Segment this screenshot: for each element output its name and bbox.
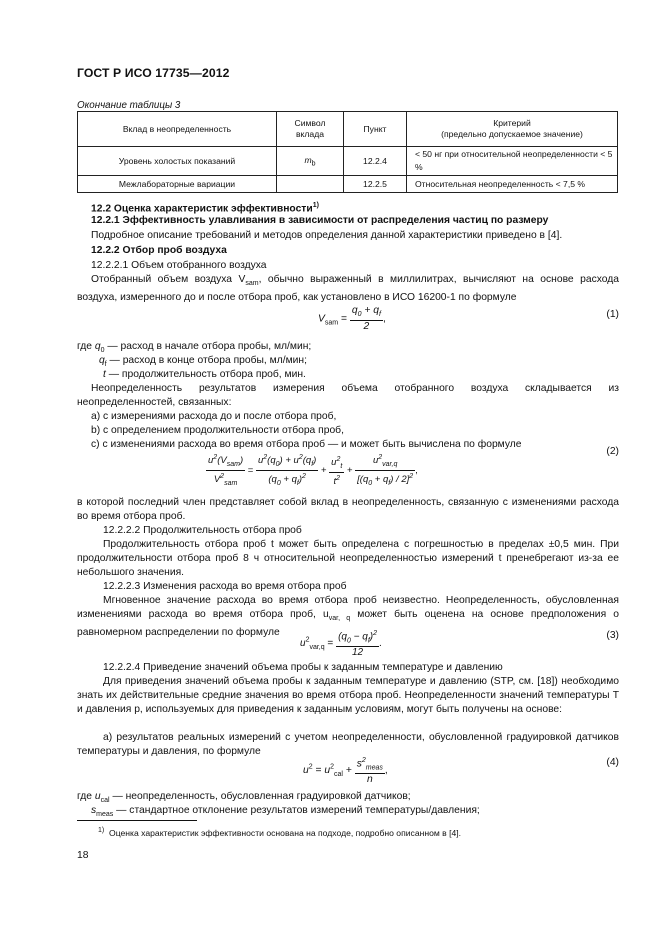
footnote: $^{1)}$ Оценка характеристик эффективности основана на подходе, подробно описанном в [4]. [98,827,462,838]
equation-2-number: (2) [606,446,619,457]
paragraph-12-2-2-4-a: a) результатов реальных измерений с учетом неопределенности, обусловленной градуировкой датчиков температуры и давления, по формуле [77,732,619,758]
equation-1: $V_{sam}$ = $\frac{q_0 + q_f}{2}$ , [318,305,386,333]
table-caption: Окончание таблицы 3 [77,100,181,111]
paragraph-uncertainty: Неопределенность результатов измерения объема отобранного воздуха складывается из неопределенностей, связанных: [77,383,619,409]
col-header-criterion: Критерий (предельно допускаемое значение) [407,112,618,147]
equation-3-number: (3) [606,630,619,641]
table-3 [77,111,618,193]
paragraph-last-term: в которой последний член представляет собой вклад в неопределенность, связанную с изменениями расхода во время отбора проб. [77,497,619,523]
where-item: t — продолжительность отбора проб, мин. [103,369,306,380]
paragraph-12-2-2-3: Мгновенное значение расхода во время отбора проб неизвестно. Неопределенность, обусловленная изменениями расхода во время отбора проб, $u_{var, q}$ может быть оценена на основе предположения о равномерном распределении по формуле [77,595,620,639]
paragraph-12-2-2-2: Продолжительность отбора проб t может быть определена с погрешностью в пределах ±0,5 мин. При продолжительности отбора проб 8 ч относительной неопределенностью измерений t пренебрегают из-за ее небольшого значения. [77,539,619,579]
col-header-clause: Пункт [344,112,407,147]
cell-contribution: Межлабораторные вариации [78,176,277,193]
list-item-b: b) с определением продолжительности отбора проб, [91,425,344,436]
table-row [78,147,618,176]
document-header: ГОСТ Р ИСО 17735—2012 [77,66,230,80]
table-row [78,176,618,193]
cell-contribution: Уровень холостых показаний [78,147,277,176]
cell-criterion: Относительная неопределенность < 7,5 % [407,176,618,193]
paragraph-12-2-2-4: Для приведения значений объема пробы к заданным температуре и давлению (STP, см. [18]) необходимо знать их действительные средние значения во время отбора проб. Неопределенности значений температуры T и давления p, используемых для приведения к заданным условиям, могут быть получены на основе: [77,676,619,716]
col-header-contribution: Вклад в неопределенность [78,112,277,147]
where-item: $s_{meas}$ — стандартное отклонение результатов измерений температуры/давления; [91,805,480,819]
equation-3: $u^2_{var,q}$ = $\frac{(q_0 - q_f)^2}{12}$ . [300,630,382,659]
where-item: где $u_{cal}$ — неопределенность, обусловленная градуировкой датчиков; [77,791,411,805]
paragraph-12-2-2-1: Отобранный объем воздуха $V_{sam}$, обычно выраженный в миллилитрах, вычисляют на основе расхода воздуха, измеренного до и после отбора проб, как установлено в ИСО 16200-1 по формуле [77,274,619,304]
list-item-c: c) с изменениями расхода во время отбора проб — и может быть вычислена по формуле [91,439,522,450]
cell-clause: 12.2.5 [344,176,407,193]
cell-criterion: < 50 нг при относительной неопределенности < 5 % [407,147,618,176]
section-12-2-2: 12.2.2 Отбор проб воздуха [91,245,227,256]
section-12-2-1: 12.2.1 Эффективность улавливания в зависимости от распределения частиц по размеру [91,215,549,226]
section-12-2-2-3: 12.2.2.3 Изменения расхода во время отбора проб [103,581,347,592]
cell-symbol: $m_b$ [277,147,344,176]
footnote-separator [77,820,197,821]
cell-clause: 12.2.4 [344,147,407,176]
col-header-symbol: Символ вклада [277,112,344,147]
equation-4-number: (4) [606,757,619,768]
equation-1-number: (1) [606,309,619,320]
page-number: 18 [77,850,89,861]
section-12-2: 12.2 Оценка характеристик эффективности$^{1)}$ [91,202,319,215]
equation-2: $\frac{u^2(V_{sam})}{V^2_{sam}}$ = $\frac{u^2(q_0) + u^2(q_f)}{(q_0 + q_f)^2}$ + $\frac{u^2_t}{t^2}$ + $\frac{u^2_{var,q}}{[(q_0 + q_f) / 2]^2}$ , [208,454,418,488]
where-item: $q_f$ — расход в конце отбора пробы, мл/мин; [99,355,307,369]
equation-4: $u^2 = u^2_{cal}$ + $\frac{s^2_{meas}}{n}$ , [303,757,388,786]
section-12-2-2-2: 12.2.2.2 Продолжительность отбора проб [103,525,302,536]
section-12-2-2-4: 12.2.2.4 Приведение значений объема пробы к заданным температуре и давлению [103,662,503,673]
section-12-2-2-1: 12.2.2.1 Объем отобранного воздуха [91,260,267,271]
paragraph-12-2-1: Подробное описание требований и методов определения данной характеристики приведено в [4]. [91,230,563,241]
where-item: где $q_0$ — расход в начале отбора пробы, мл/мин; [77,341,312,355]
list-item-a: a) с измерениями расхода до и после отбора проб, [91,411,337,422]
cell-symbol [277,176,344,193]
